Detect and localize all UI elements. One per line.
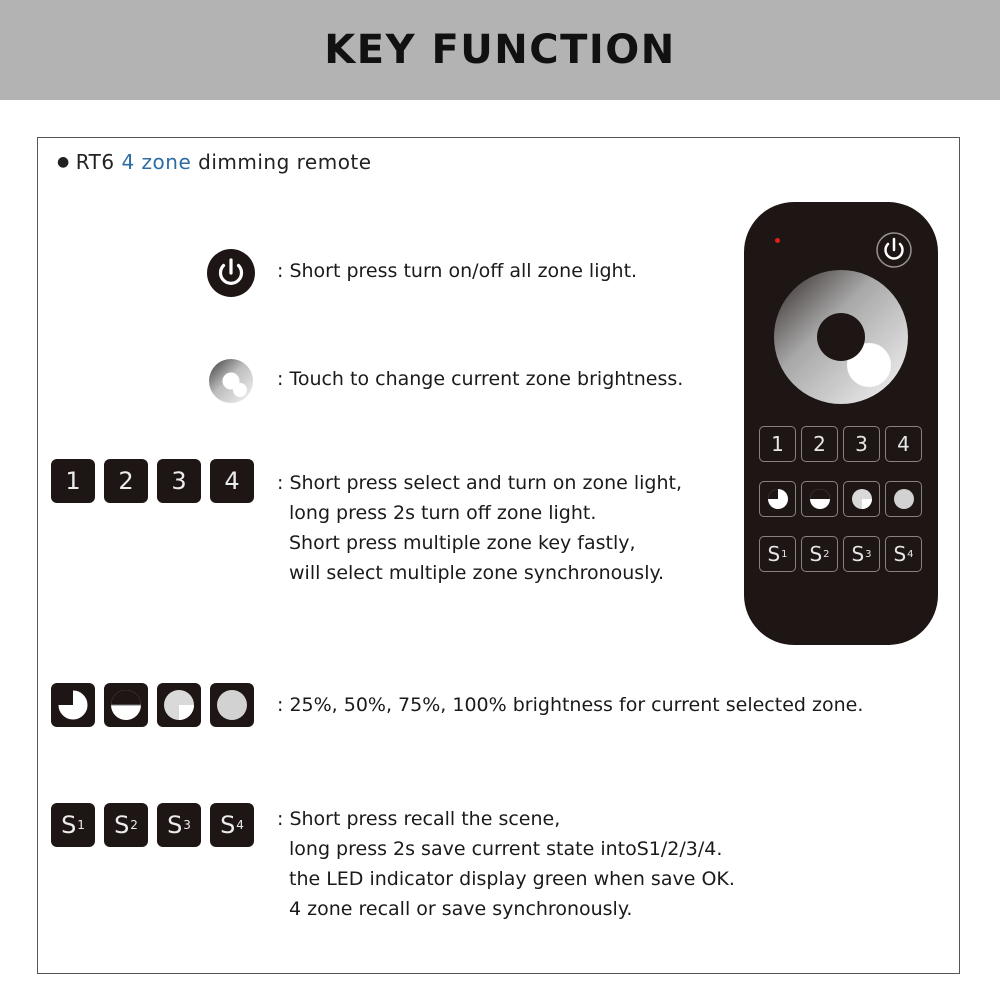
- zone-desc-line: will select multiple zone synchronously.: [289, 562, 665, 584]
- brightness-50-icon[interactable]: [104, 683, 148, 727]
- subtitle-accent: 4 zone: [121, 150, 192, 174]
- brightness-25-icon: [766, 487, 790, 511]
- subtitle: [57, 150, 372, 174]
- remote-zone-key-4[interactable]: 4: [885, 426, 922, 462]
- scene-description: [277, 804, 735, 924]
- remote-brightness-50-key[interactable]: [801, 481, 838, 517]
- scene-key-1[interactable]: S 1: [51, 803, 95, 847]
- power-desc-text: : Short press turn on/off all zone light.: [277, 260, 638, 282]
- zone-key-4[interactable]: 4: [210, 459, 254, 503]
- remote-illustration: [744, 202, 938, 645]
- brightness-75-icon[interactable]: [157, 683, 201, 727]
- zone-desc-line: long press 2s turn off zone light.: [289, 502, 597, 524]
- brightness-50-icon: [808, 487, 832, 511]
- remote-scene-key-4[interactable]: S 4: [885, 536, 922, 572]
- zone-desc-line: : Short press select and turn on zone light,: [277, 472, 683, 494]
- zone-description: [277, 468, 682, 588]
- scene-desc-line: the LED indicator display green when save OK.: [289, 868, 735, 890]
- brightness-100-icon[interactable]: [210, 683, 254, 727]
- power-description: [277, 256, 637, 286]
- remote-brightness-75-key[interactable]: [843, 481, 880, 517]
- zone-desc-line: Short press multiple zone key fastly,: [289, 532, 636, 554]
- subtitle-prefix: RT6: [75, 150, 115, 174]
- remote-scene-key-3[interactable]: S 3: [843, 536, 880, 572]
- brightness-100-icon: [892, 487, 916, 511]
- remote-power-icon[interactable]: [874, 230, 914, 270]
- remote-zone-key-2[interactable]: 2: [801, 426, 838, 462]
- remote-zone-key-1[interactable]: 1: [759, 426, 796, 462]
- zone-key-1[interactable]: 1: [51, 459, 95, 503]
- power-icon: [206, 248, 256, 298]
- remote-scene-key-1[interactable]: S 1: [759, 536, 796, 572]
- scene-desc-line: : Short press recall the scene,: [277, 808, 561, 830]
- brightness-description: [277, 690, 863, 720]
- scene-key-4[interactable]: S 4: [210, 803, 254, 847]
- zone-key-3[interactable]: 3: [157, 459, 201, 503]
- wheel-desc-text: : Touch to change current zone brightness.: [277, 368, 684, 390]
- color-wheel-icon: [206, 356, 256, 406]
- zone-key-2[interactable]: 2: [104, 459, 148, 503]
- page-title: KEY FUNCTION: [324, 27, 676, 73]
- scene-key-2[interactable]: S 2: [104, 803, 148, 847]
- scene-desc-line: long press 2s save current state intoS1/2/3/4.: [289, 838, 723, 860]
- brightness-25-icon[interactable]: [51, 683, 95, 727]
- remote-brightness-25-key[interactable]: [759, 481, 796, 517]
- remote-zone-key-3[interactable]: 3: [843, 426, 880, 462]
- remote-brightness-100-key[interactable]: [885, 481, 922, 517]
- scene-desc-line: 4 zone recall or save synchronously.: [289, 898, 633, 920]
- scene-key-3[interactable]: S 3: [157, 803, 201, 847]
- brightness-75-icon: [850, 487, 874, 511]
- bullet-icon: ●: [57, 154, 70, 170]
- wheel-description: [277, 364, 683, 394]
- brightness-desc-text: : 25%, 50%, 75%, 100% brightness for current selected zone.: [277, 694, 864, 716]
- remote-scene-key-2[interactable]: S 2: [801, 536, 838, 572]
- subtitle-suffix: dimming remote: [198, 150, 372, 174]
- header-bar: [0, 0, 1000, 100]
- led-indicator: [775, 238, 780, 243]
- remote-touch-wheel[interactable]: [773, 269, 909, 405]
